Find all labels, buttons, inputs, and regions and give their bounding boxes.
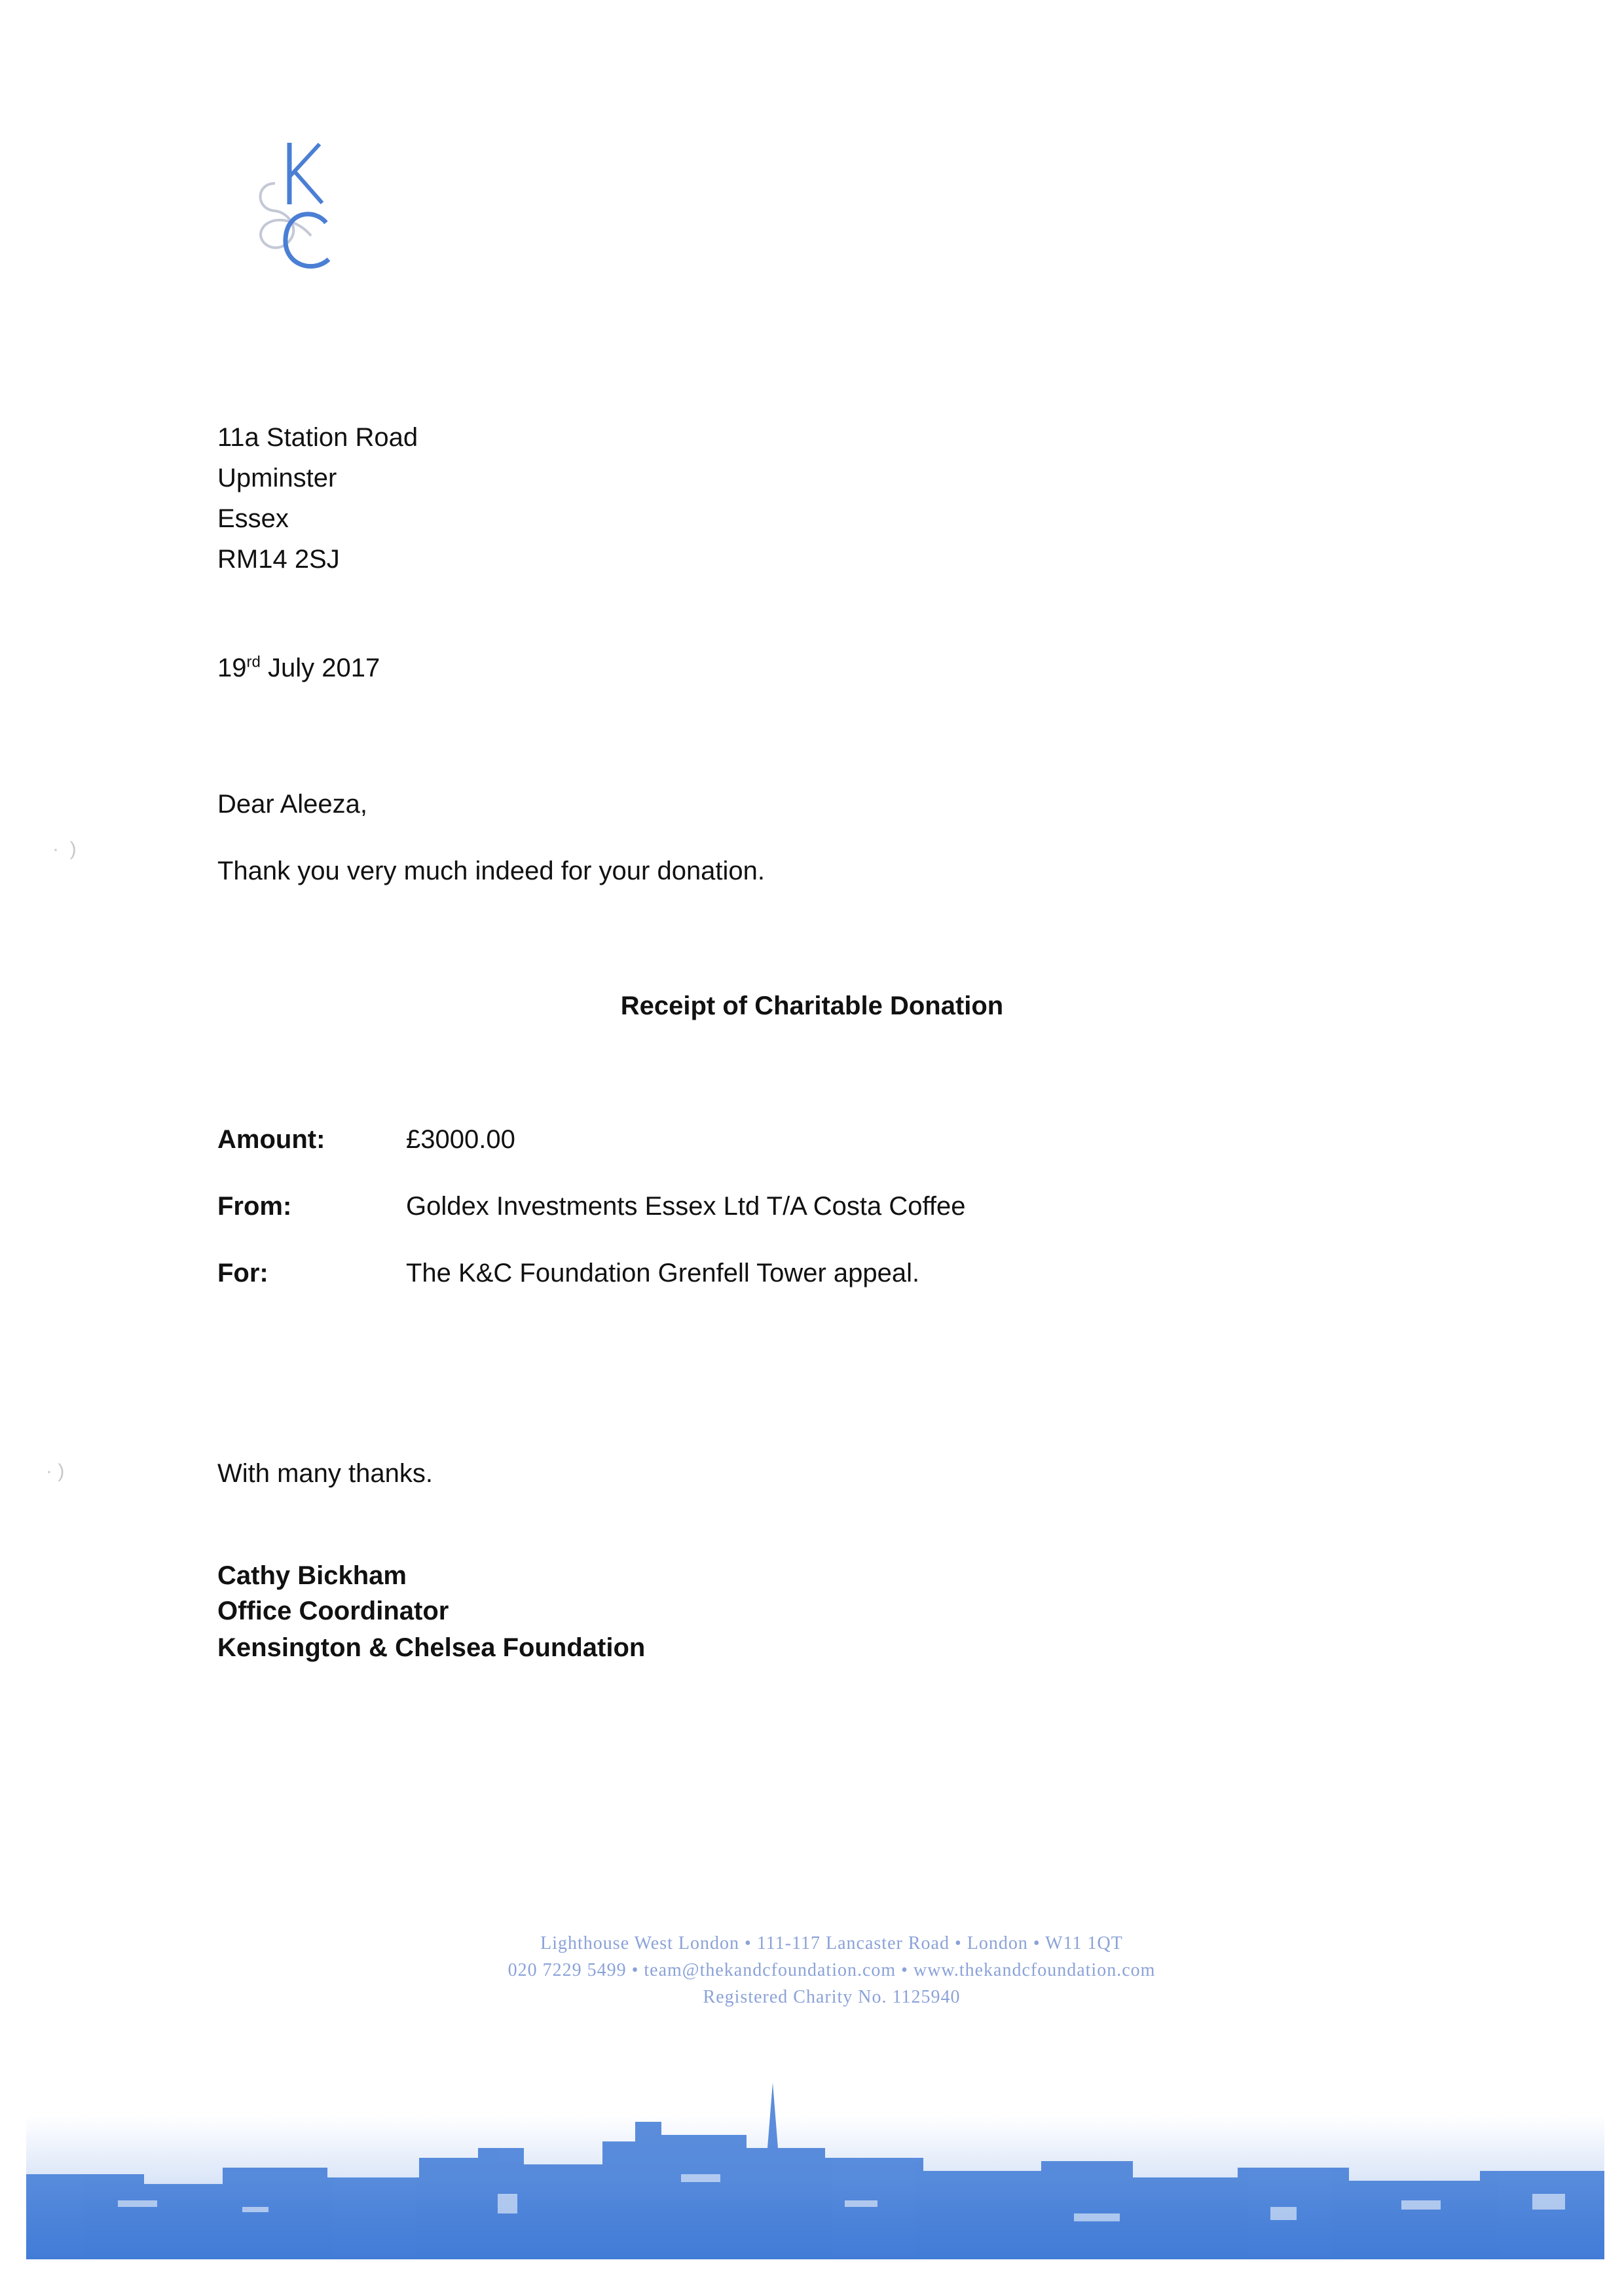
from-label: From:	[217, 1192, 292, 1221]
address-line-4: RM14 2SJ	[217, 545, 340, 574]
signature-organization: Kensington & Chelsea Foundation	[217, 1633, 646, 1662]
scan-mark: · )	[52, 838, 77, 860]
kc-monogram-icon	[249, 131, 354, 282]
address-line-3: Essex	[217, 504, 289, 533]
date-rest: July 2017	[260, 654, 380, 682]
date-day: 19	[217, 654, 247, 682]
address-line-1: 11a Station Road	[217, 423, 418, 452]
for-value: The K&C Foundation Grenfell Tower appeal.	[406, 1259, 920, 1287]
address-line-2: Upminster	[217, 464, 337, 492]
from-value: Goldex Investments Essex Ltd T/A Costa Coffee	[406, 1192, 966, 1221]
footer-address: Lighthouse West London • 111-117 Lancaster Road • London • W11 1QT	[540, 1933, 1123, 1953]
kc-foundation-logo	[249, 131, 354, 282]
skyline-illustration	[26, 2043, 1604, 2259]
footer-contact: 020 7229 5499 • team@thekandcfoundation.com • www.thekandcfoundation.com	[507, 1960, 1156, 1980]
receipt-title: Receipt of Charitable Donation	[620, 991, 1004, 1020]
intro-text: Thank you very much indeed for your donation.	[217, 857, 766, 885]
scan-mark: · )	[46, 1460, 65, 1482]
london-skyline-image	[26, 2043, 1604, 2259]
letter-date	[217, 652, 380, 684]
footer-charity-number: Registered Charity No. 1125940	[703, 1987, 961, 2007]
signature-name: Cathy Bickham	[217, 1561, 407, 1590]
for-label: For:	[217, 1259, 268, 1287]
amount-value: £3000.00	[406, 1125, 515, 1154]
date-suffix: rd	[246, 653, 261, 671]
greeting: Dear Aleeza,	[217, 790, 368, 819]
closing-text: With many thanks.	[217, 1459, 434, 1488]
amount-label: Amount:	[217, 1125, 325, 1154]
signature-role: Office Coordinator	[217, 1597, 449, 1625]
